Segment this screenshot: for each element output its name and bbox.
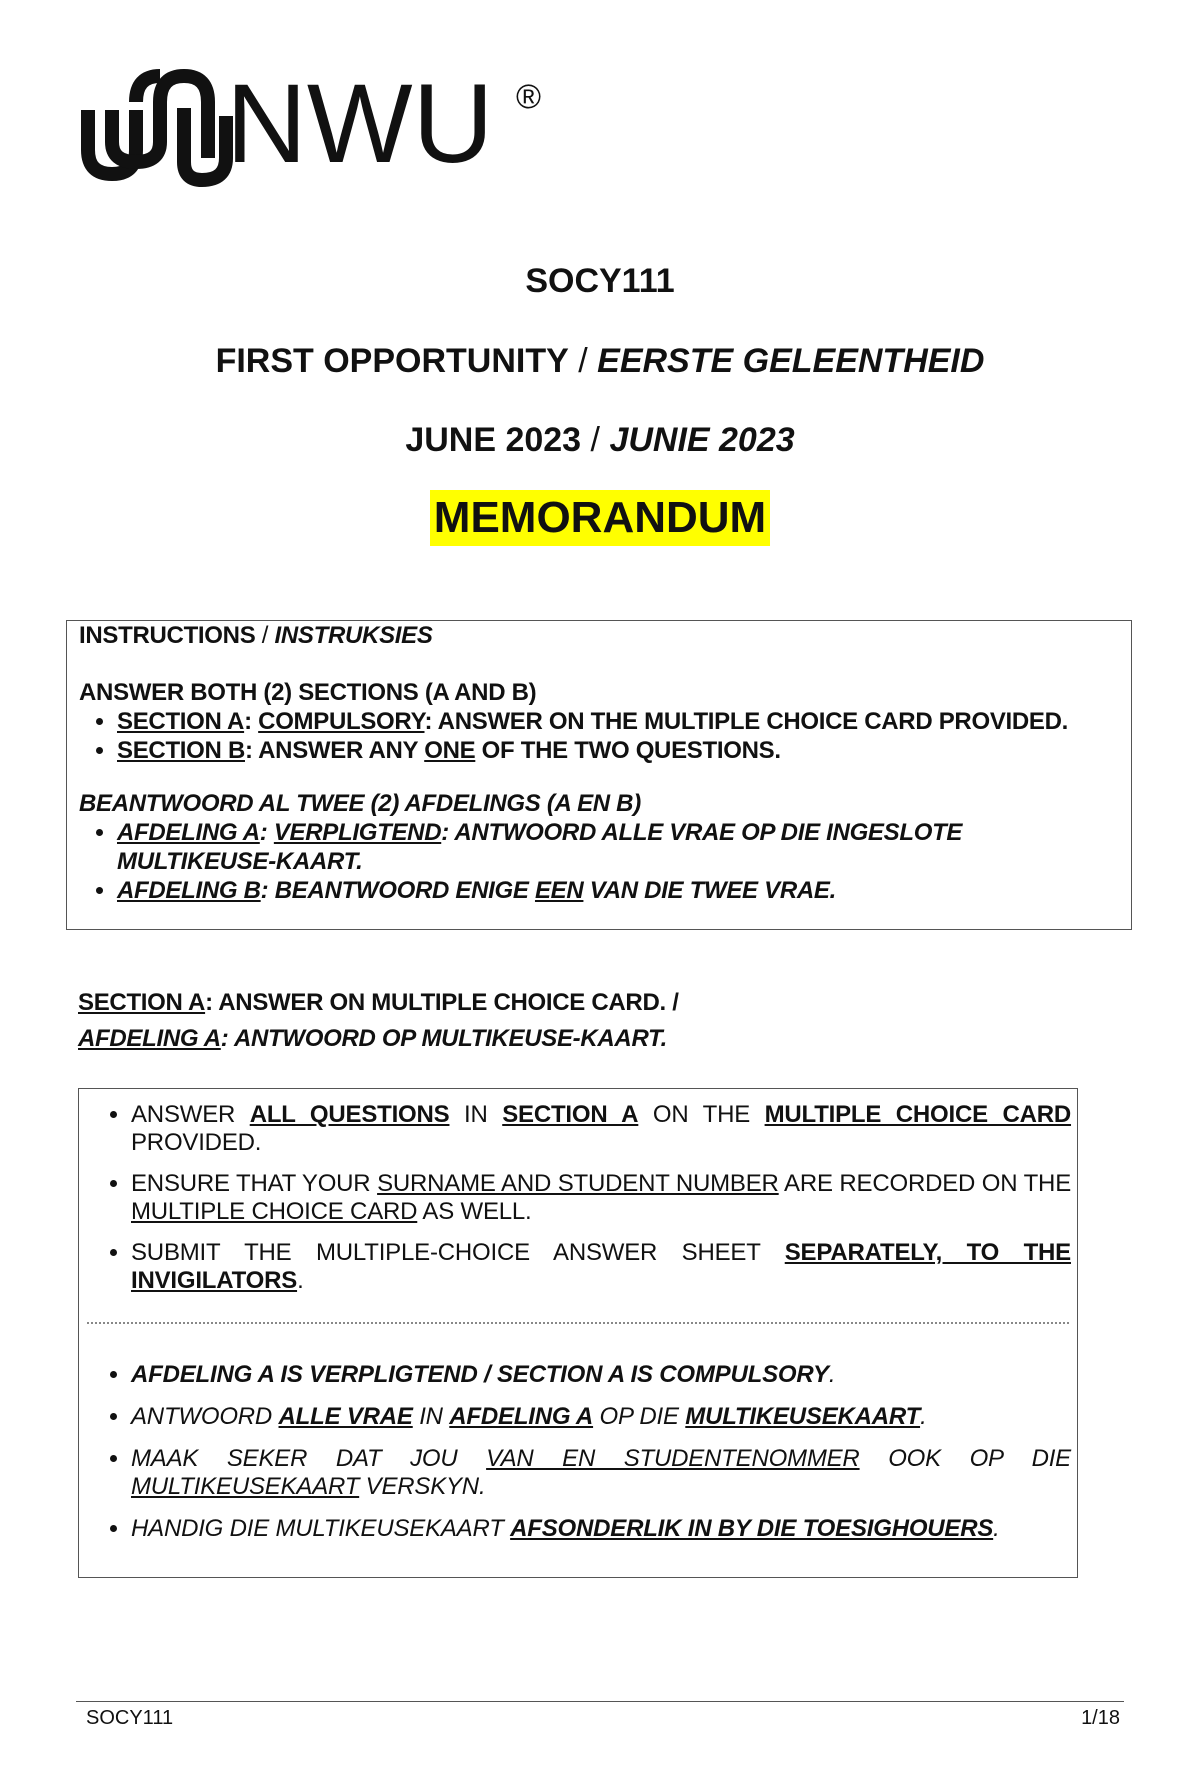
answer-both-en: ANSWER BOTH (2) SECTIONS (A AND B) bbox=[79, 679, 537, 706]
af-instruction-list bbox=[79, 818, 1119, 905]
list-item: • HANDIG DIE MULTIKEUSEKAART AFSONDERLIK IN BY DIE TOESIGHOUERS. bbox=[131, 1515, 1071, 1543]
svg-text:NWU: NWU bbox=[226, 62, 494, 186]
nwu-logo-icon bbox=[76, 62, 576, 192]
list-item: • AFDELING A: VERPLIGTEND: ANTWOORD ALLE VRAE OP DIE INGESLOTE MULTIKEUSE-KAART. bbox=[117, 818, 1119, 876]
list-item: • ANSWER ALL QUESTIONS IN SECTION A ON THE MULTIPLE CHOICE CARD PROVIDED. bbox=[131, 1101, 1071, 1157]
footer-course-code: SOCY111 bbox=[86, 1707, 174, 1729]
opportunity-title: FIRST OPPORTUNITY / EERSTE GELEENTHEID bbox=[215, 342, 985, 380]
list-item: • ENSURE THAT YOUR SURNAME AND STUDENT NUMBER ARE RECORDED ON THE MULTIPLE CHOICE CARD AS WELL. bbox=[131, 1170, 1071, 1226]
page-number: 1/18 bbox=[1081, 1707, 1120, 1729]
exam-date: JUNE 2023 / JUNIE 2023 bbox=[405, 421, 795, 459]
en-instruction-list bbox=[79, 707, 1119, 765]
list-item: • SUBMIT THE MULTIPLE-CHOICE ANSWER SHEET SEPARATELY, TO THE INVIGILATORS. bbox=[131, 1239, 1071, 1295]
instructions-title: INSTRUCTIONS / INSTRUKSIES bbox=[79, 622, 433, 649]
list-item: • SECTION B: ANSWER ANY ONE OF THE TWO QUESTIONS. bbox=[117, 736, 1119, 765]
list-item: • ANTWOORD ALLE VRAE IN AFDELING A OP DIE MULTIKEUSEKAART. bbox=[131, 1403, 1071, 1431]
memorandum-label: MEMORANDUM bbox=[430, 490, 770, 546]
english-rules-list bbox=[79, 1101, 1071, 1308]
list-item: • MAAK SEKER DAT JOU VAN EN STUDENTENOMMER OOK OP DIE MULTIKEUSEKAART VERSKYN. bbox=[131, 1445, 1071, 1501]
list-item: • AFDELING A IS VERPLIGTEND / SECTION A IS COMPULSORY. bbox=[131, 1361, 1071, 1389]
afrikaans-rules-list bbox=[79, 1361, 1071, 1557]
svg-text:®: ® bbox=[516, 78, 542, 116]
instructions-box bbox=[66, 620, 1132, 930]
course-code: SOCY111 bbox=[525, 262, 675, 300]
list-item: • AFDELING B: BEANTWOORD ENIGE EEN VAN DIE TWEE VRAE. bbox=[117, 876, 1119, 905]
answer-both-af: BEANTWOORD AL TWEE (2) AFDELINGS (A EN B) bbox=[79, 790, 641, 817]
section-a-heading: SECTION A: ANSWER ON MULTIPLE CHOICE CARD. / AFDELING A: ANTWOORD OP MULTIKEUSE-KAART. bbox=[78, 989, 679, 1052]
section-a-instructions-box bbox=[78, 1088, 1078, 1578]
nwu-logo bbox=[76, 62, 576, 192]
footer-divider bbox=[76, 1701, 1124, 1702]
dotted-divider bbox=[87, 1322, 1069, 1324]
list-item: • SECTION A: COMPULSORY: ANSWER ON THE MULTIPLE CHOICE CARD PROVIDED. bbox=[117, 707, 1119, 736]
